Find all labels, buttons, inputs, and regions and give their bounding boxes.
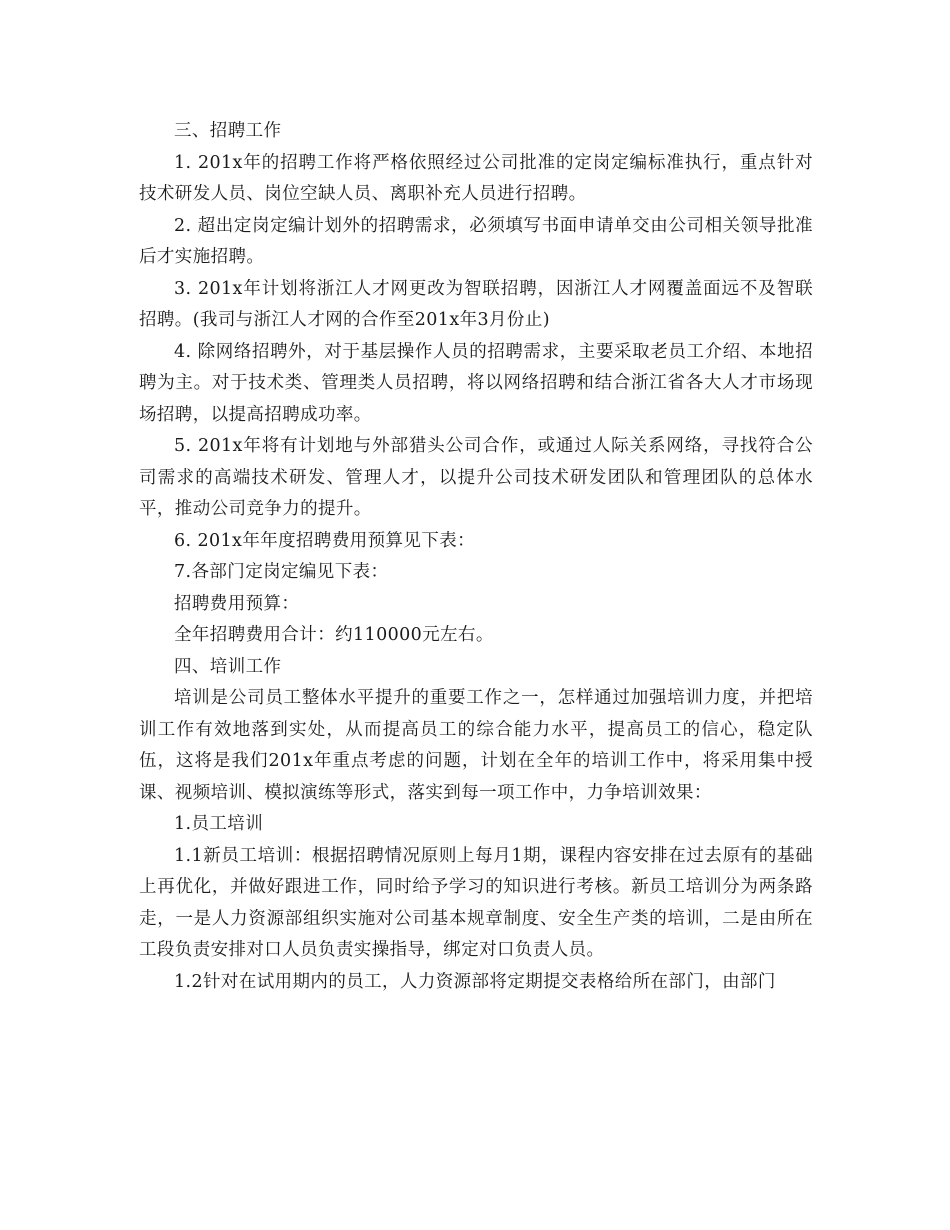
- training-intro: 培训是公司员工整体水平提升的重要工作之一，怎样通过加强培训力度，并把培训工作有效地落到实处，从而提高员工的综合能力水平，提高员工的信心，稳定队伍，这将是我们201x年重点考虑的问题，计划在全年的培训工作中，将采用集中授课、视频培训、模拟演练等形式，落实到每一项工作中，力争培训效果：: [139, 688, 813, 803]
- section-heading-recruitment: 三、招聘工作: [174, 121, 282, 141]
- training-item-1-1: 1.1新员工培训：根据招聘情况原则上每月1期，课程内容安排在过去原有的基础上再优化，并做好跟进工作，同时给予学习的知识进行考核。新员工培训分为两条路走，一是人力资源部组织实施对公司基本规章制度、安全生产类的培训，二是由所在工段负责安排对口人员负责实操指导，绑定对口负责人员。: [139, 845, 813, 960]
- document-body: [139, 116, 813, 998]
- recruitment-item-1: 1. 201x年的招聘工作将严格依照经过公司批准的定岗定编标准执行，重点针对技术研发人员、岗位空缺人员、离职补充人员进行招聘。: [139, 152, 813, 204]
- training-subheading-staff: 1.员工培训: [174, 814, 264, 834]
- recruitment-budget-total: 全年招聘费用合计：约110000元左右。: [174, 625, 494, 645]
- recruitment-item-6: 6. 201x年年度招聘费用预算见下表：: [174, 530, 476, 551]
- section-heading-training: 四、培训工作: [174, 656, 282, 677]
- recruitment-item-4: 4. 除网络招聘外，对于基层操作人员的招聘需求，主要采取老员工介绍、本地招聘为主。对于技术类、管理类人员招聘，将以网络招聘和结合浙江省各大人才市场现场招聘，以提高招聘成功率。: [139, 341, 813, 425]
- recruitment-item-5: 5. 201x年将有计划地与外部猎头公司合作，或通过人际关系网络，寻找符合公司需求的高端技术研发、管理人才，以提升公司技术研发团队和管理团队的总体水平，推动公司竞争力的提升。: [139, 436, 813, 519]
- recruitment-item-7: 7.各部门定岗定编见下表：: [174, 562, 389, 582]
- recruitment-item-2: 2. 超出定岗定编计划外的招聘需求，必须填写书面申请单交由公司相关领导批准后才实施招聘。: [139, 215, 813, 267]
- recruitment-item-3: 3. 201x年计划将浙江人才网更改为智联招聘，因浙江人才网覆盖面远不及智联招聘。(我司与浙江人才网的合作至201x年3月份止): [139, 278, 813, 330]
- training-item-1-2: 1.2针对在试用期内的员工，人力资源部将定期提交表格给所在部门，由部门: [174, 971, 776, 992]
- recruitment-budget-label: 招聘费用预算：: [174, 593, 300, 614]
